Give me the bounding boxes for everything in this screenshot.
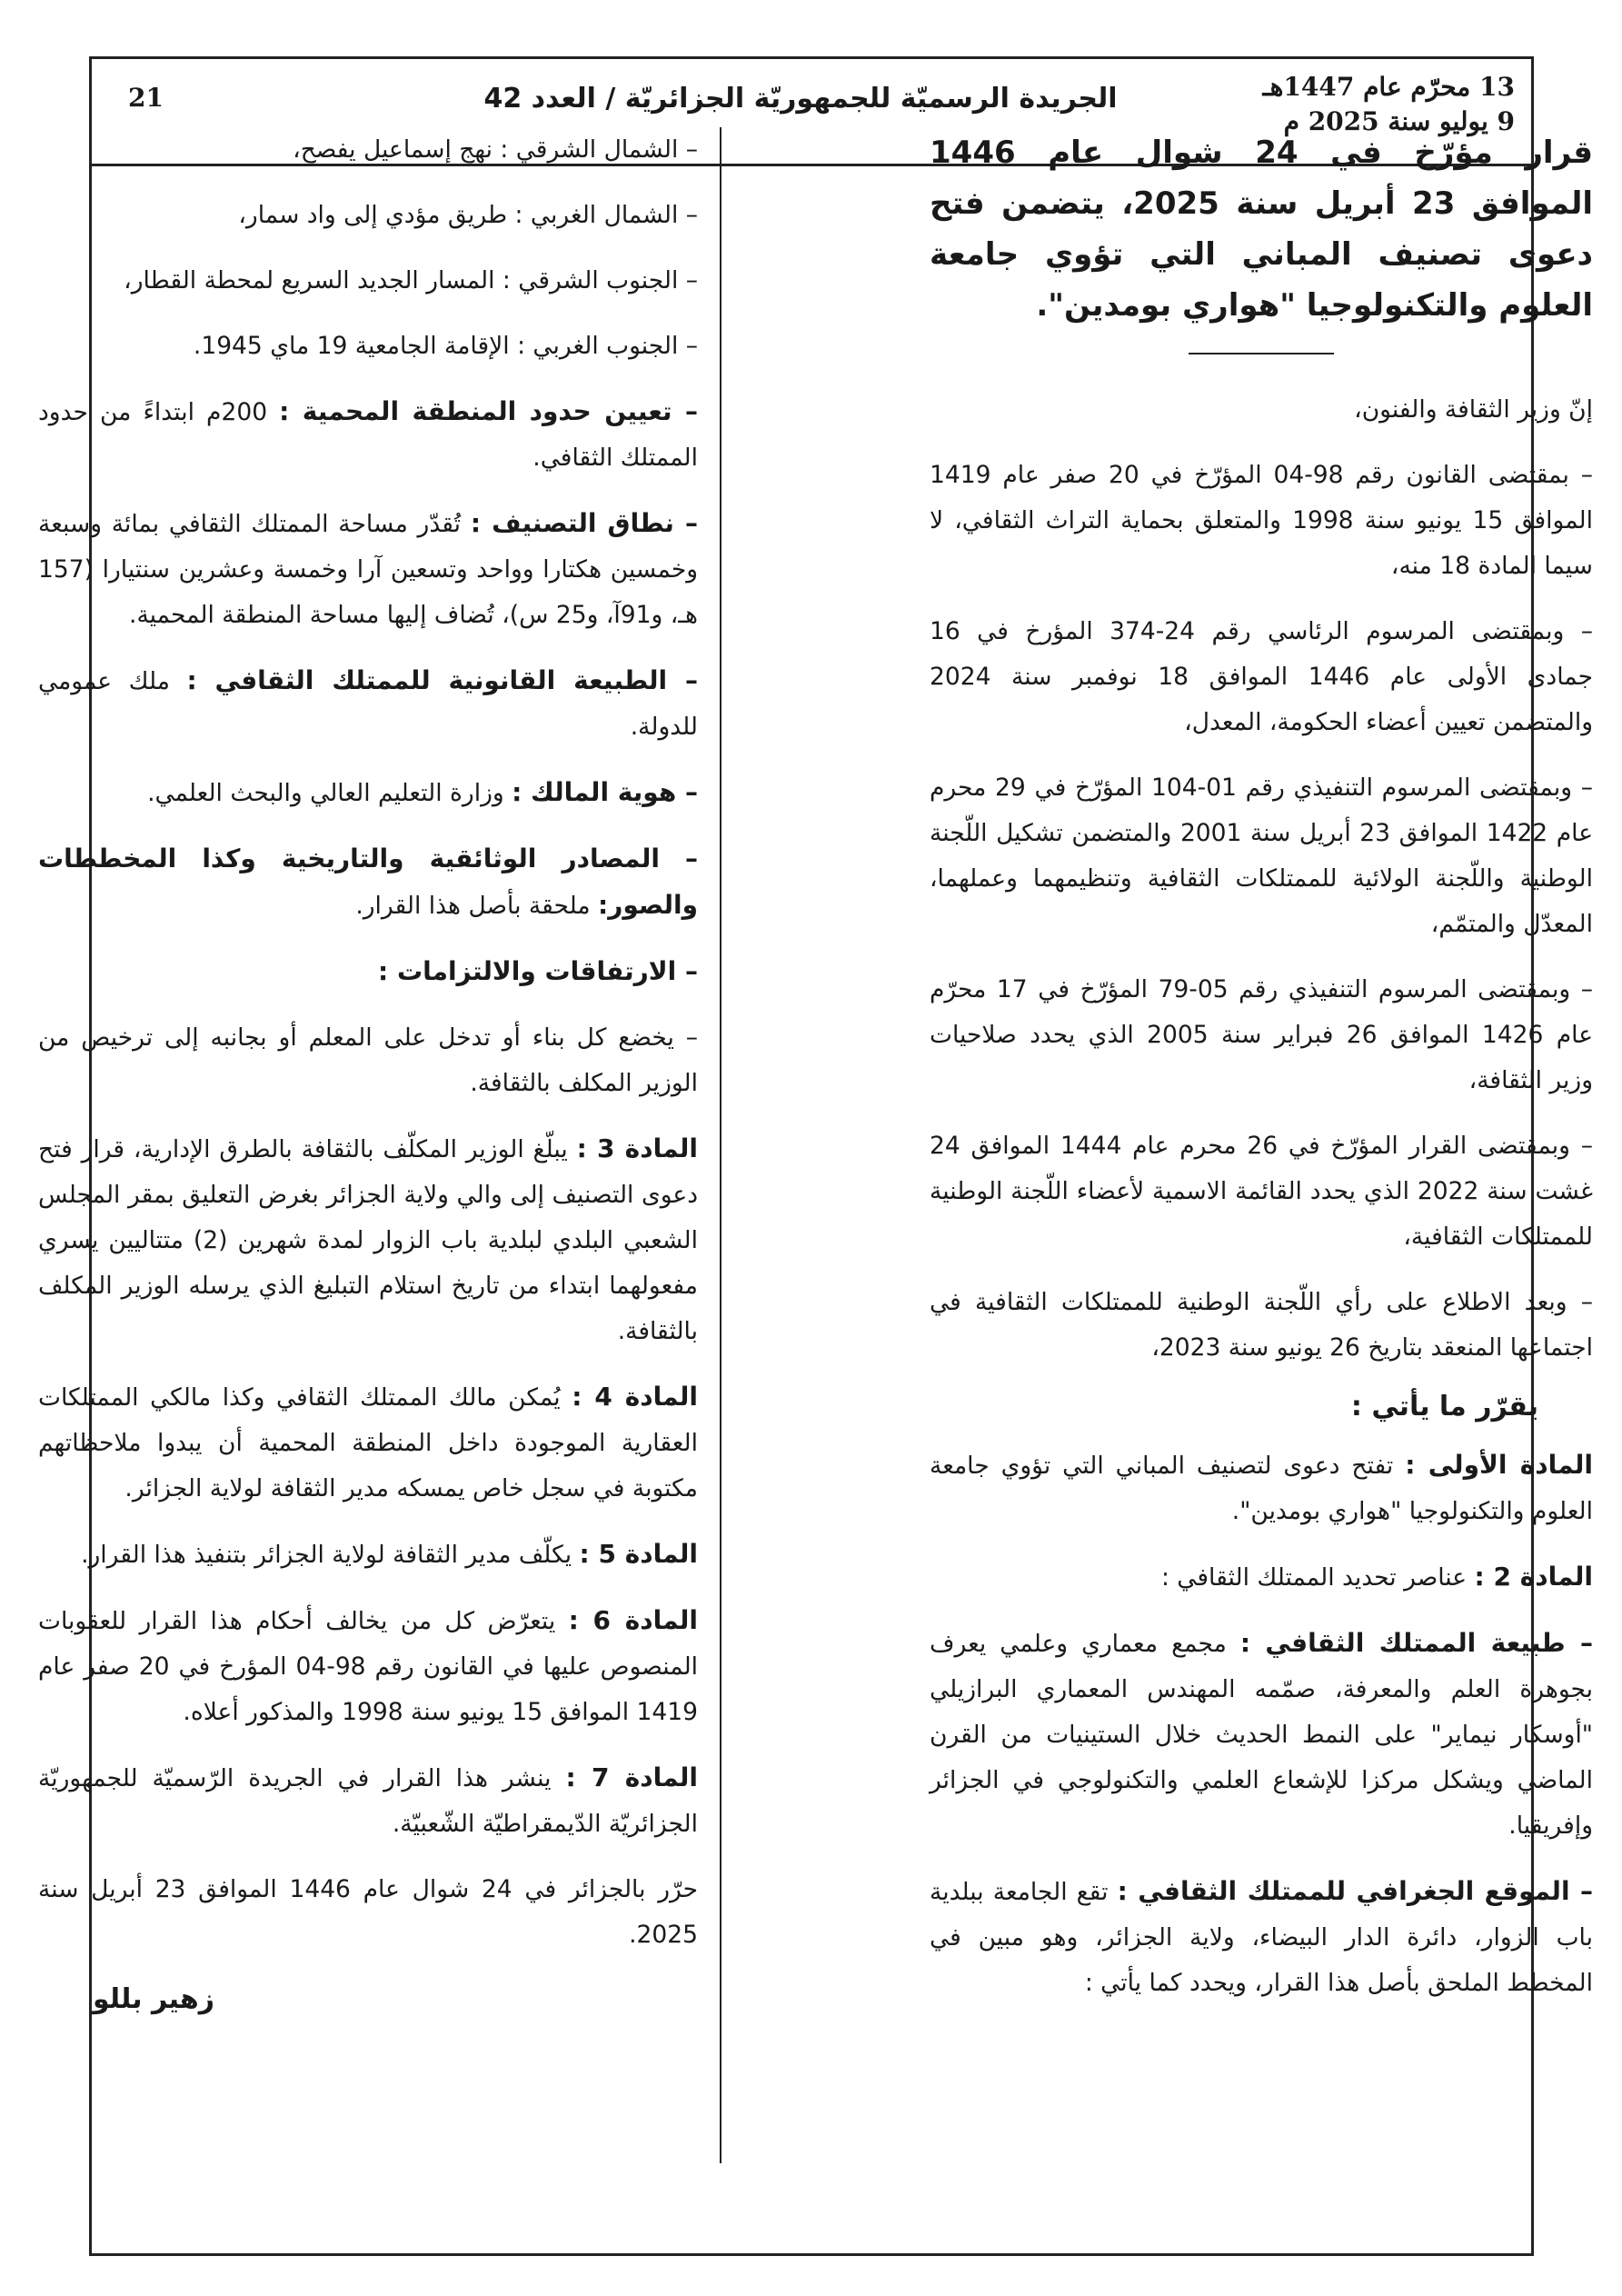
boundary-south-west: – الجنوب الغربي : الإقامة الجامعية 19 ماي 1945. xyxy=(193,332,698,360)
geo-item xyxy=(930,1869,1593,2006)
visa-law: – بمقتضى القانون رقم 98-04 المؤرّخ في 20 صفر عام 1419 الموافق 15 يونيو سنة 1998 والمتعلق بحماية التراث الثقافي، لا سيما المادة 18 منه، xyxy=(930,461,1594,580)
protected-zone-item xyxy=(38,389,698,481)
header-date-hijri: 13 محرّم عام 1447هـ xyxy=(1262,72,1515,102)
signature: زهير بللو xyxy=(93,1983,214,2015)
nature-text: مجمع معماري وعلمي يعرف بجوهرة العلم والمعرفة، صمّمه المهندس المعماري البرازيلي "أوسكار نيماير" على النمط الحديث خلال الستينيات من القرن الماضي ويشكل مركزا للإشعاع العلمي والتكنولوجي في الجزائر وإفريقيا. xyxy=(930,1630,1593,1840)
article-2-text: عناصر تحديد الممتلك الثقافي : xyxy=(1160,1563,1475,1592)
article-1-text: تفتح دعوى لتصنيف المباني التي تؤوي جامعة العلوم والتكنولوجيا "هواري بومدين". xyxy=(930,1452,1593,1525)
article-1 xyxy=(930,1442,1593,1534)
article-7 xyxy=(38,1755,698,1847)
easements-text: – يخضع كل بناء أو تدخل على المعلم أو بجانبه إلى ترخيص من الوزير المكلف بالثقافة. xyxy=(38,1023,698,1097)
title-separator xyxy=(1189,353,1334,354)
scope-text: تُقدّر مساحة الممتلك الثقافي بمائة وسبعة وخمسين هكتارا وواحد وتسعين آرا وخمسة وعشرين سنتيارا (157 هـ، و91آ، و25 س)، تُضاف إليها مساحة المنطقة المحمية. xyxy=(38,510,698,629)
decides-heading: يقرّر ما يأتي : xyxy=(1350,1391,1538,1423)
visa-executive-decree-05: – وبمقتضى المرسوم التنفيذي رقم 05-79 المؤرّخ في 17 محرّم عام 1426 الموافق 26 فبراير سنة 2005 الذي يحدد صلاحيات وزير الثقافة، xyxy=(930,975,1594,1094)
minister-intro: إنّ وزير الثقافة والفنون، xyxy=(1354,395,1593,424)
article-2-label: المادة 2 : xyxy=(1474,1562,1593,1592)
nature-item xyxy=(930,1621,1593,1849)
scope-label: – نطاق التصنيف : xyxy=(470,508,698,538)
nature-label: – طبيعة الممتلك الثقافي : xyxy=(1239,1628,1593,1658)
article-5-label: المادة 5 : xyxy=(579,1539,698,1569)
article-3 xyxy=(38,1126,698,1354)
article-6-label: المادة 6 : xyxy=(568,1605,698,1635)
visa-arrete-2022: – وبمقتضى القرار المؤرّخ في 26 محرم عام 1444 الموافق 24 غشت سنة 2022 الذي يحدد القائمة الاسمية لأعضاء اللّجنة الوطنية للممتلكات الثقافية، xyxy=(930,1132,1594,1251)
article-4-label: المادة 4 : xyxy=(572,1382,698,1412)
article-5 xyxy=(38,1532,698,1578)
owner-label: – هوية المالك : xyxy=(512,777,698,807)
article-6 xyxy=(38,1598,698,1735)
journal-title: الجريدة الرسميّة للجمهوريّة الجزائريّة / العدد 42 xyxy=(483,83,1118,115)
easements-heading xyxy=(38,949,698,995)
header-date-gregorian: 9 يوليو سنة 2025 م xyxy=(1283,106,1515,136)
article-4-text: يُمكن مالك الممتلك الثقافي وكذا مالكي الممتلكات العقارية الموجودة داخل المنطقة المحمية أن يبدوا ملاحظاتهم مكتوبة في سجل خاص يمسكه مدير الثقافة لولاية الجزائر. xyxy=(38,1383,698,1502)
geo-text: تقع الجامعة ببلدية باب الزوار، دائرة الدار البيضاء، ولاية الجزائر، وهو مبين في المخطط الملحق بأصل هذا القرار، ويحدد كما يأتي : xyxy=(930,1878,1593,1997)
article-5-text: يكلّف مدير الثقافة لولاية الجزائر بتنفيذ هذا القرار. xyxy=(81,1541,580,1569)
decree-title: قرار مؤرّخ في 24 شوال عام 1446 الموافق 23 أبريل سنة 2025، يتضمن فتح دعوى تصنيف المباني التي تؤوي جامعة العلوم والتكنولوجيا "هواري بومدين". xyxy=(930,135,1593,324)
article-3-text: يبلّغ الوزير المكلّف بالثقافة بالطرق الإدارية، قرار فتح دعوى التصنيف إلى والي ولاية الجزائر بغرض التعليق بمقر المجلس الشعبي البلدي لبلدية باب الزوار لمدة شهرين (2) متتاليين يسري مفعولهما ابتداء من تاريخ استلام التبليغ الذي يرسله الوزير المكلف بالثقافة. xyxy=(38,1135,698,1345)
legal-nature-label: – الطبيعة القانونية للممتلك الثقافي : xyxy=(186,665,698,695)
article-7-text: ينشر هذا القرار في الجريدة الرّسميّة للجمهوريّة الجزائريّة الدّيمقراطيّة الشّعبيّة. xyxy=(38,1764,698,1838)
column-divider xyxy=(720,127,721,2163)
protected-zone-text: 200م ابتداءً من حدود الممتلك الثقافي. xyxy=(38,398,698,472)
article-2 xyxy=(930,1554,1593,1601)
article-6-text: يتعرّض كل من يخالف أحكام هذا القرار للعقوبات المنصوص عليها في القانون رقم 98-04 المؤرخ في 20 صفر عام 1419 الموافق 15 يونيو سنة 1998 والمذكور أعلاه. xyxy=(38,1607,699,1726)
scope-item xyxy=(38,501,698,638)
geo-label: – الموقع الجغرافي للممتلك الثقافي : xyxy=(1117,1876,1593,1906)
legal-nature-item xyxy=(38,658,698,750)
owner-text: وزارة التعليم العالي والبحث العلمي. xyxy=(147,779,512,807)
legal-nature-text: ملك عمومي للدولة. xyxy=(38,667,698,741)
boundary-north-west: – الشمال الغربي : طريق مؤدي إلى واد سمار، xyxy=(238,201,698,229)
left-column xyxy=(38,127,698,2015)
visa-presidential-decree: – وبمقتضى المرسوم الرئاسي رقم 24-374 المؤرخ في 16 جمادى الأولى عام 1446 الموافق 18 نوفمبر سنة 2024 والمتضمن تعيين أعضاء الحكومة، المعدل، xyxy=(930,617,1593,736)
boundary-north-east: – الشمال الشرقي : نهج إسماعيل يفصح، xyxy=(293,135,698,164)
article-1-label: المادة الأولى : xyxy=(1405,1450,1593,1480)
visa-executive-decree-01: – وبمقتضى المرسوم التنفيذي رقم 01-104 المؤرّخ في 29 محرم عام 1422 الموافق 23 أبريل سنة 2001 والمتضمن تشكيل اللّجنة الوطنية واللّجنة الولائية للممتلكات الثقافية وتنظيمهما وعملهما، المعدّل والمتمّم، xyxy=(930,774,1594,938)
sources-text: ملحقة بأصل هذا القرار. xyxy=(355,892,599,920)
boundary-south-east: – الجنوب الشرقي : المسار الجديد السريع لمحطة القطار، xyxy=(124,266,698,294)
owner-item xyxy=(38,770,698,816)
right-column xyxy=(930,127,1593,2026)
page-number: 21 xyxy=(128,83,164,113)
article-4 xyxy=(38,1374,698,1512)
sources-label: – المصادر الوثائقية والتاريخية وكذا المخططات والصور: xyxy=(38,844,698,920)
sources-item xyxy=(38,836,698,929)
easements-label: – الارتفاقات والالتزامات : xyxy=(378,956,698,986)
protected-zone-label: – تعيين حدود المنطقة المحمية : xyxy=(279,396,698,426)
visa-committee-opinion: – وبعد الاطلاع على رأي اللّجنة الوطنية للممتلكات الثقافية في اجتماعها المنعقد بتاريخ 26 يونيو سنة 2023، xyxy=(930,1288,1593,1362)
article-7-label: المادة 7 : xyxy=(565,1762,699,1792)
article-3-label: المادة 3 : xyxy=(576,1133,698,1163)
done-at: حرّر بالجزائر في 24 شوال عام 1446 الموافق 23 أبريل سنة 2025. xyxy=(38,1875,699,1949)
